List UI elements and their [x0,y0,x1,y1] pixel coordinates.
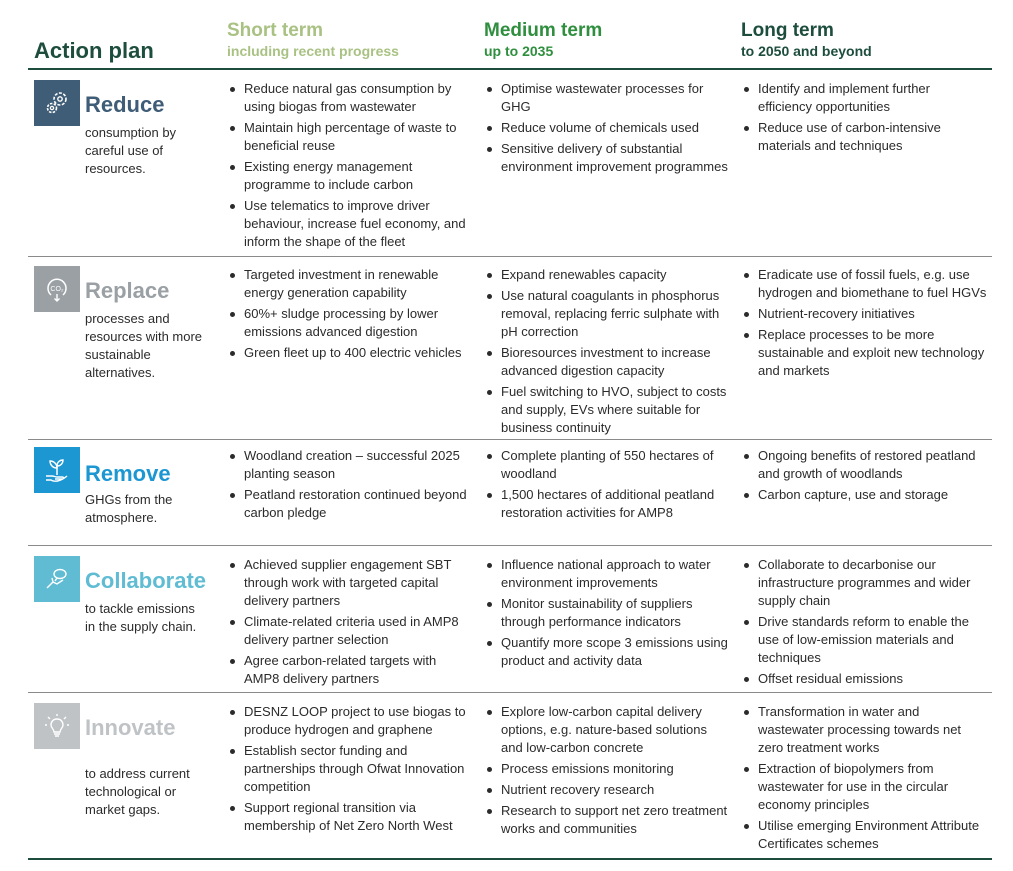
category-name: Replace [85,278,170,303]
list-item: Reduce use of carbon-intensive materials and techniques [741,119,987,155]
list-item: Carbon capture, use and storage [741,486,987,504]
category-description: processes and resources with more sustainable alternatives. [85,311,203,380]
list-item: Achieved supplier engagement SBT through work with targeted capital delivery partners [227,556,473,610]
reduce-icon-box [34,80,80,126]
list-item: Ongoing benefits of restored peatland and growth of woodlands [741,447,987,483]
long-term-list [741,447,987,507]
collaborate-icon-box [34,556,80,602]
co2-label: CO₂ [50,286,64,293]
row-divider [28,545,992,546]
list-item: Reduce natural gas consumption by using biogas from wastewater [227,80,473,116]
list-item: Existing energy management programme to include carbon [227,158,473,194]
list-item: Nutrient-recovery initiatives [741,305,987,323]
short-term-list [227,80,473,254]
lightbulb-icon [42,711,72,741]
category-name: Collaborate [85,568,207,593]
innovate-icon-box [34,703,80,749]
medium-term-list [484,447,730,525]
list-item: Sensitive delivery of substantial environment improvement programmes [484,140,730,176]
list-item: Fuel switching to HVO, subject to costs and supply, EVs where suitable for business continuity [484,383,730,437]
list-item: 60%+ sludge processing by lower emissions advanced digestion [227,305,473,341]
page-title: Action plan [34,38,154,63]
list-item: Green fleet up to 400 electric vehicles [227,344,473,362]
list-item: Identify and implement further efficiency opportunities [741,80,987,116]
list-item: Drive standards reform to enable the use of low-emission materials and techniques [741,613,987,667]
list-item: Peatland restoration continued beyond carbon pledge [227,486,473,522]
column-title: Short term [227,20,324,41]
category-description: consumption by careful use of resources. [85,125,177,176]
medium-term-list [484,80,730,179]
category-description: to tackle emissions in the supply chain. [85,601,197,634]
table-header [28,20,992,68]
list-item: Bioresources investment to increase advanced digestion capacity [484,344,730,380]
remove-icon-box [34,447,80,493]
list-item: Complete planting of 550 hectares of woodland [484,447,730,483]
list-item: Nutrient recovery research [484,781,730,799]
co2-cycle-icon [42,274,72,304]
column-title: Medium term [484,20,603,41]
column-subtitle: including recent progress [227,43,399,59]
list-item: Offset residual emissions [741,670,987,688]
medium-term-list [484,266,730,440]
column-header-long-term [741,20,872,60]
list-item: Collaborate to decarbonise our infrastructure programmes and wider supply chain [741,556,987,610]
medium-term-list [484,703,730,841]
list-item: 1,500 hectares of additional peatland restoration activities for AMP8 [484,486,730,522]
list-item: Explore low-carbon capital delivery options, e.g. nature-based solutions and low-carbon concrete [484,703,730,757]
list-item: Reduce volume of chemicals used [484,119,730,137]
short-term-list [227,447,473,525]
footer-rule [28,858,992,860]
list-item: Woodland creation – successful 2025 planting season [227,447,473,483]
list-item: Use natural coagulants in phosphorus removal, replacing ferric sulphate with pH correction [484,287,730,341]
long-term-list [741,266,987,383]
list-item: Establish sector funding and partnerships through Ofwat Innovation competition [227,742,473,796]
seedling-hand-icon [42,455,72,485]
list-item: Eradicate use of fossil fuels, e.g. use hydrogen and biomethane to fuel HGVs [741,266,987,302]
list-item: Agree carbon-related targets with AMP8 delivery partners [227,652,473,688]
list-item: Replace processes to be more sustainable and exploit new technology and markets [741,326,987,380]
row-divider [28,256,992,257]
list-item: Use telematics to improve driver behaviour, increase fuel economy, and inform the shape of the fleet [227,197,473,251]
list-item: DESNZ LOOP project to use biogas to produce hydrogen and graphene [227,703,473,739]
header-rule [28,68,992,70]
list-item: Research to support net zero treatment works and communities [484,802,730,838]
action-plan-page [28,0,992,871]
gears-icon [42,88,72,118]
medium-term-list [484,556,730,673]
category-description: to address current technological or market gaps. [85,766,190,817]
list-item: Support regional transition via membership of Net Zero North West [227,799,473,835]
column-header-medium-term [484,20,602,60]
category-name: Reduce [85,92,165,117]
replace-icon-box [34,266,80,312]
list-item: Influence national approach to water environment improvements [484,556,730,592]
short-term-list [227,266,473,365]
list-item: Maintain high percentage of waste to beneficial reuse [227,119,473,155]
column-title: Long term [741,20,834,41]
list-item: Utilise emerging Environment Attribute Certificates schemes [741,817,987,853]
list-item: Process emissions monitoring [484,760,730,778]
short-term-list [227,703,473,838]
list-item: Targeted investment in renewable energy generation capability [227,266,473,302]
column-subtitle: to 2050 and beyond [741,43,872,59]
long-term-list [741,703,987,856]
list-item: Optimise wastewater processes for GHG [484,80,730,116]
category-name: Innovate [85,715,176,740]
short-term-list [227,556,473,691]
speech-handshake-icon [42,564,72,594]
long-term-list [741,556,987,691]
column-subtitle: up to 2035 [484,43,554,59]
list-item: Quantify more scope 3 emissions using product and activity data [484,634,730,670]
category-description: GHGs from the atmosphere. [85,492,173,525]
category-name: Remove [85,461,171,486]
row-divider [28,439,992,440]
column-header-short-term [227,20,399,60]
list-item: Expand renewables capacity [484,266,730,284]
list-item: Climate-related criteria used in AMP8 delivery partner selection [227,613,473,649]
row-divider [28,692,992,693]
list-item: Transformation in water and wastewater processing towards net zero treatment works [741,703,987,757]
long-term-list [741,80,987,158]
list-item: Extraction of biopolymers from wastewater for use in the circular economy principles [741,760,987,814]
list-item: Monitor sustainability of suppliers through performance indicators [484,595,730,631]
